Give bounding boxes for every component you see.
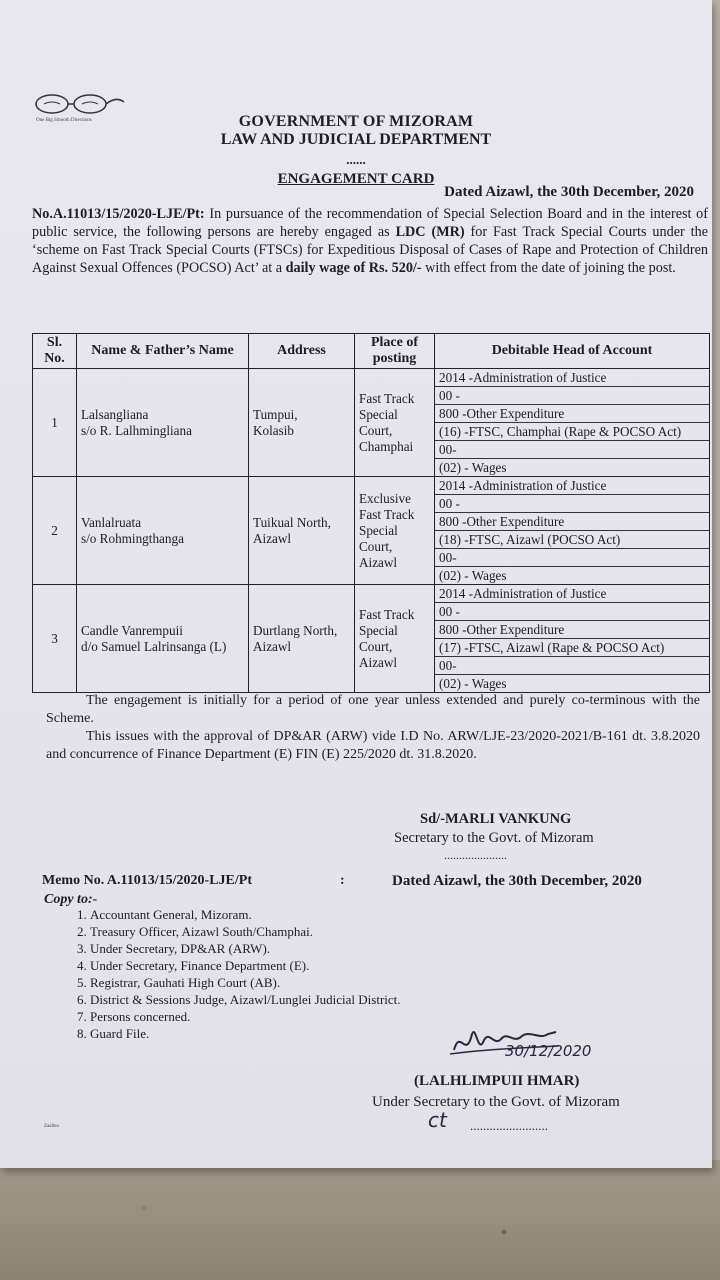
account-line: (18) -FTSC, Aizawl (POCSO Act) <box>435 531 709 549</box>
row-address-2: Aizawl <box>253 530 292 546</box>
row-address-1: Tumpui, <box>253 406 298 422</box>
floor-background <box>0 1160 720 1280</box>
list-item: 2. Treasury Officer, Aizawl South/Champhai. <box>90 923 401 940</box>
header-sl-no: Sl. No. <box>33 334 77 369</box>
post-name: LDC (MR) <box>395 224 465 240</box>
approval-paragraph: This issues with the approval of DP&AR (ARW) vide I.D No. ARW/LJE-23/2020-2021/B-161 dt. 3.8.2020 and concurrence of Finance Department (E) FIN (E) 225/2020 dt. 31.8.2020. <box>46 729 700 762</box>
list-item: 5. Registrar, Gauhati High Court (AB). <box>90 974 401 991</box>
header-name: Name & Father’s Name <box>77 334 249 369</box>
department-heading: LAW AND JUDICIAL DEPARTMENT <box>220 131 492 148</box>
list-item: 8. Guard File. <box>90 1025 401 1042</box>
account-line: 800 -Other Expenditure <box>435 405 709 423</box>
account-line: 2014 -Administration of Justice <box>435 369 709 387</box>
secretary-designation: Secretary to the Govt. of Mizoram <box>394 830 594 846</box>
account-line: (16) -FTSC, Champhai (Rape & POCSO Act) <box>435 423 709 441</box>
account-line: 00 - <box>435 495 709 513</box>
row-account <box>435 477 710 585</box>
intro-text-3: with effect from the date of joining the post. <box>421 260 676 276</box>
account-line: 00 - <box>435 603 709 621</box>
row-name-cell <box>77 369 249 477</box>
handwritten-initials: ct <box>428 1108 447 1132</box>
row-sl: 1 <box>33 369 77 477</box>
account-line: (17) -FTSC, Aizawl (Rape & POCSO Act) <box>435 639 709 657</box>
account-line: 00 - <box>435 387 709 405</box>
list-item: 4. Under Secretary, Finance Department (E). <box>90 957 401 974</box>
body-paragraphs <box>46 692 700 764</box>
row-address-2: Aizawl <box>253 638 292 654</box>
header-address: Address <box>249 334 355 369</box>
heading-dots: ...... <box>346 152 366 167</box>
row-sl: 3 <box>33 585 77 693</box>
footer-tag: Zaaltea <box>44 1124 59 1129</box>
row-address-cell <box>249 369 355 477</box>
list-item: 6. District & Sessions Judge, Aizawl/Lunglei Judicial District. <box>90 991 401 1008</box>
secretary-dots: ..................... <box>444 848 507 862</box>
under-secretary-dots: ........................ <box>470 1118 548 1133</box>
row-place: Exclusive Fast Track Special Court, Aizawl <box>355 477 435 585</box>
account-line: (02) - Wages <box>439 676 507 691</box>
account-line: 00- <box>435 549 709 567</box>
table-row <box>33 369 710 477</box>
account-line: 00- <box>435 657 709 675</box>
account-line: (02) - Wages <box>439 460 507 475</box>
row-father: s/o R. Lalhmingliana <box>81 422 192 438</box>
row-place: Fast Track Special Court, Aizawl <box>355 585 435 693</box>
account-line: 800 -Other Expenditure <box>435 513 709 531</box>
account-line: (02) - Wages <box>439 568 507 583</box>
row-account <box>435 585 710 693</box>
list-item: 3. Under Secretary, DP&AR (ARW). <box>90 940 401 957</box>
daily-wage: daily wage of Rs. 520/- <box>285 260 422 276</box>
account-line: 2014 -Administration of Justice <box>435 585 709 603</box>
reference-number: No.A.11013/15/2020-LJE/Pt: <box>32 206 205 222</box>
logo-caption: One Big Smooth Directions <box>36 118 92 123</box>
memo-colon: : <box>340 873 345 888</box>
account-line: 800 -Other Expenditure <box>435 621 709 639</box>
intro-text-2: for Fast Track Special Courts under the ‘scheme on Fast Track Special Courts (FTSCs) for Expeditious Disposal of Cases of Rape and Protection of Children Against Sexual Offences (POCSO) Act’ at a <box>32 224 708 276</box>
row-father: s/o Rohmingthanga <box>81 530 184 546</box>
header-place: Place of posting <box>355 334 435 369</box>
table-row <box>33 477 710 585</box>
account-line: 2014 -Administration of Justice <box>435 477 709 495</box>
memo-number: Memo No. A.11013/15/2020-LJE/Pt <box>42 873 252 888</box>
row-place: Fast Track Special Court, Champhai <box>355 369 435 477</box>
copy-to-label: Copy to:- <box>44 892 98 907</box>
intro-paragraph <box>32 205 708 277</box>
row-address-cell <box>249 585 355 693</box>
under-secretary-name: (LALHLIMPUII HMAR) <box>414 1073 580 1089</box>
document-title: ENGAGEMENT CARD <box>277 171 435 187</box>
table-header-row <box>33 334 710 369</box>
under-secretary-designation: Under Secretary to the Govt. of Mizoram <box>372 1094 620 1110</box>
engagement-period-paragraph: The engagement is initially for a period of one year unless extended and purely co-terminous with the Scheme. <box>46 693 700 726</box>
row-father: d/o Samuel Lalrinsanga (L) <box>81 638 227 654</box>
row-account <box>435 369 710 477</box>
government-heading: GOVERNMENT OF MIZORAM <box>238 113 474 130</box>
secretary-name: Sd/-MARLI VANKUNG <box>420 811 572 827</box>
account-line: 00- <box>435 441 709 459</box>
header-account: Debitable Head of Account <box>435 334 710 369</box>
memo-date: Dated Aizawl, the 30th December, 2020 <box>392 873 642 889</box>
row-address-1: Durtlang North, <box>253 622 338 638</box>
list-item: 7. Persons concerned. <box>90 1008 401 1025</box>
engagement-table <box>32 333 710 693</box>
row-name-cell <box>77 585 249 693</box>
row-address-2: Kolasib <box>253 422 295 438</box>
list-item: 1. Accountant General, Mizoram. <box>90 906 401 923</box>
document-date: Dated Aizawl, the 30th December, 2020 <box>444 184 694 200</box>
intro-text-1: In pursuance of the recommendation of Special Selection Board and in the interest of public service, the following persons are hereby engaged as <box>32 206 708 240</box>
row-address-cell <box>249 477 355 585</box>
row-name: Lalsangliana <box>81 406 149 422</box>
row-address-1: Tuikual North, <box>253 514 331 530</box>
row-name: Candle Vanrempuii <box>81 622 183 638</box>
row-name: Vanlalruata <box>81 514 142 530</box>
table-row <box>33 585 710 693</box>
copy-list <box>68 906 401 1042</box>
row-name-cell <box>77 477 249 585</box>
signature-date: 30/12/2020 <box>505 1042 592 1060</box>
row-sl: 2 <box>33 477 77 585</box>
